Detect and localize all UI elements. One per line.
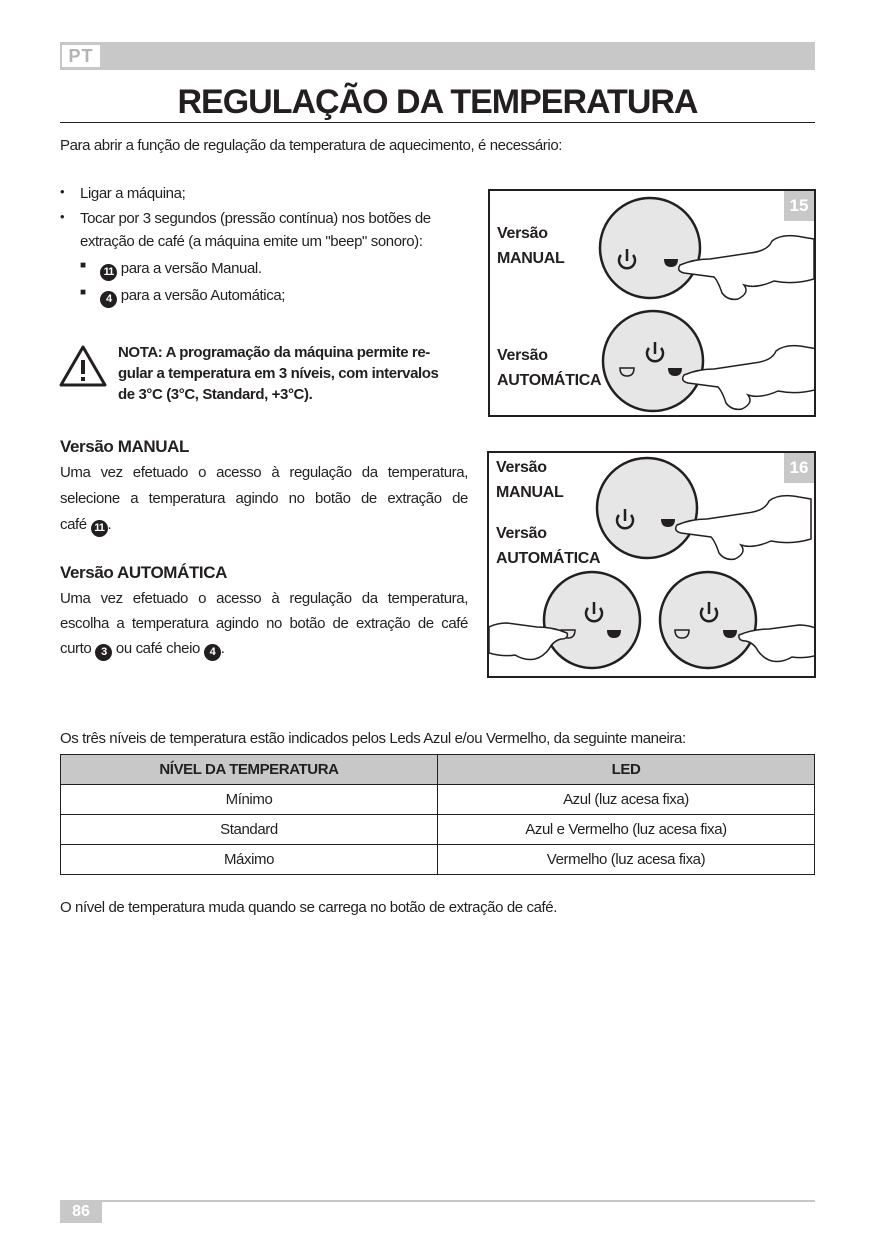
manual-line1: Uma vez efetuado o acesso à regulação da temperatura,: [60, 464, 468, 481]
figure-16: [487, 451, 816, 678]
table-cell: Vermelho (luz acesa fixa): [438, 845, 815, 875]
automatic-heading: Versão AUTOMÁTICA: [60, 563, 228, 582]
table-cell: Máximo: [61, 845, 438, 875]
label-manual: MANUAL: [496, 484, 564, 501]
levels-intro: Os três níveis de temperatura estão indicados pelos Leds Azul e/ou Vermelho, da seguinte maneira:: [60, 730, 686, 747]
automatic-line3-b: ou café cheio: [115, 640, 200, 657]
step-manual-text: para a versão Manual.: [120, 260, 262, 277]
label-version: Versão: [497, 225, 548, 242]
step-auto: [100, 285, 460, 308]
note-line3: de 3°C (3°C, Standard, +3°C).: [118, 386, 313, 403]
label-automatic: AUTOMÁTICA: [497, 372, 602, 389]
automatic-line3-c: .: [220, 640, 225, 657]
table-row: [61, 845, 815, 875]
column-header: LED: [438, 755, 815, 785]
step-manual: [100, 258, 460, 281]
table-cell: Standard: [61, 815, 438, 845]
figure-number: 15: [784, 191, 814, 221]
manual-line3: [60, 514, 468, 537]
label-version: Versão: [496, 459, 547, 476]
footer-rule: [60, 1200, 815, 1202]
ref-11-badge: 11: [100, 264, 117, 281]
title-rule: [60, 122, 815, 123]
label-version: Versão: [496, 525, 547, 542]
manual-line3-text: café: [60, 516, 87, 533]
column-header: NÍVEL DA TEMPERATURA: [61, 755, 438, 785]
ref-4-badge: 4: [100, 291, 117, 308]
bullet-dot: •: [60, 209, 65, 224]
manual-line3-end: .: [107, 516, 112, 533]
label-manual: MANUAL: [497, 250, 565, 267]
temperature-levels-table: [60, 754, 815, 875]
language-tag: PT: [62, 45, 100, 67]
table-cell: Mínimo: [61, 785, 438, 815]
sub-bullet: ■: [80, 260, 87, 271]
table-cell: Azul e Vermelho (luz acesa fixa): [438, 815, 815, 845]
table-header-row: [61, 755, 815, 785]
table-row: [61, 815, 815, 845]
step-auto-text: para a versão Automática;: [120, 287, 286, 304]
header-bar: [60, 42, 815, 70]
manual-line2: selecione a temperatura agindo no botão de extração de: [60, 490, 468, 507]
step-press-line1: Tocar por 3 segundos (pressão contínua) nos botões de: [80, 210, 431, 227]
automatic-line1: Uma vez efetuado o acesso à regulação da temperatura,: [60, 590, 468, 607]
figure-15: [488, 189, 816, 417]
ref-11-badge: 11: [91, 520, 108, 537]
figure-number: 16: [784, 453, 814, 483]
note-line2: gular a temperatura em 3 níveis, com intervalos: [118, 365, 439, 382]
table-cell: Azul (luz acesa fixa): [438, 785, 815, 815]
ref-3-badge: 3: [95, 644, 112, 661]
automatic-line2: escolha a temperatura agindo no botão de extração de café: [60, 615, 468, 632]
ref-4-badge: 4: [204, 644, 221, 661]
label-automatic: AUTOMÁTICA: [496, 550, 601, 567]
manual-heading: Versão MANUAL: [60, 437, 189, 456]
page-number: 86: [60, 1201, 102, 1223]
closing-text: O nível de temperatura muda quando se carrega no botão de extração de café.: [60, 899, 558, 916]
table-row: [61, 785, 815, 815]
automatic-line3-a: curto: [60, 640, 92, 657]
step-power-on: Ligar a máquina;: [80, 185, 186, 202]
page-title: REGULAÇÃO DA TEMPERATURA: [177, 83, 698, 121]
step-press-line2: extração de café (a máquina emite um "beep" sonoro):: [80, 233, 423, 250]
label-version: Versão: [497, 347, 548, 364]
warning-icon: [58, 344, 108, 388]
sub-bullet: ■: [80, 287, 87, 298]
intro-text: Para abrir a função de regulação da temperatura de aquecimento, é necessário:: [60, 137, 563, 154]
note-line1: NOTA: A programação da máquina permite re-: [118, 344, 430, 361]
bullet-dot: •: [60, 184, 65, 199]
automatic-line3: [60, 638, 468, 661]
